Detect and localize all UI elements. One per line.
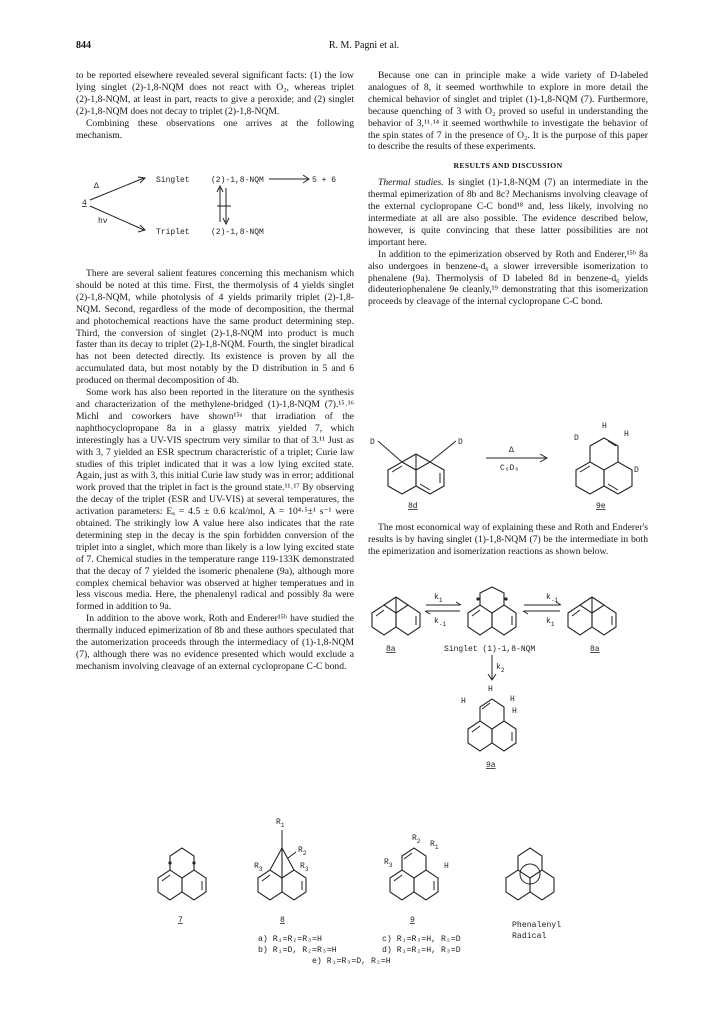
h-label: H: [488, 685, 493, 694]
compound-8d-label: 8d: [408, 502, 418, 511]
k2-label: $k_2$: [496, 663, 505, 674]
k1-label: $k_1$: [434, 593, 443, 604]
phenalenyl-radical-label: Phenalenyl Radical: [512, 921, 562, 941]
paragraph: In addition to the above work, Roth and Enderer¹⁵ᵇ have studied the thermally induced epimerization of 8b and these authors speculated that the automerization proceeds through the intermediacy of (1)-1,8-NQM (7), although there was no evidence presented which would exclude a mechanism involving cleavage of an external cyclopropane C-C bond.: [76, 613, 354, 672]
h-label: H: [512, 707, 517, 716]
substituent-legend-left: a) R₁=R₂=R₃=H b) R₁=D, R₂=R₃=H: [258, 935, 337, 955]
products-label: 5 + 6: [312, 176, 337, 185]
isomerization-scheme: [368, 422, 658, 524]
paragraph: Because one can in principle make a wide variety of D-labeled analogues of 8, it seemed worthwhile to explore in more detail the chemical behavior of singlet and triplet (1)-1,8-NQM (7). Furthermore, because quenching of 3 with O₂ proved so useful in understanding the behavior of 3,¹¹˒¹⁴ it seemed worthwhile to investigate the behavior of the spin states of 7 in the presence of O₂. It is the purpose of this paper to describe the results of these experiments.: [368, 70, 648, 153]
h-label: H: [461, 697, 466, 706]
compound-9e-structure: [574, 422, 639, 494]
paragraph: Combining these observations one arrives at the following mechanism.: [76, 117, 354, 141]
svg-text:R1: $R_1$: [276, 818, 285, 829]
singlet-nqm-label: Singlet (1)-1,8-NQM: [444, 645, 536, 654]
h-label: H: [602, 422, 607, 431]
page-number: 844: [76, 40, 91, 51]
svg-text:H: H: [444, 862, 449, 871]
singlet-nqm-structure: [468, 587, 516, 635]
solvent-label: C₆D₆: [500, 464, 520, 473]
mechanism-scheme: [76, 158, 356, 258]
svg-text:R3: $R_3$: [300, 862, 309, 873]
svg-text:R2: $R_2$: [298, 846, 307, 857]
paragraph: In addition to the epimerization observed by Roth and Enderer,¹⁵ᵇ 8a also undergoes in benzene-d₆ a slower irreversible isomerization to phenalene (9a). Thermolysis of D labeled 8d in benzene-d₆ yields dideuteriophenalene 9e cleanly,¹⁹ demonstrating that this isomerization proceeds by cleavage of the internal cyclopropane C-C bond.: [368, 248, 648, 308]
compound-9a-structure: [461, 685, 517, 751]
singlet-label: Singlet: [156, 176, 190, 185]
running-head: R. M. Pagni et al.: [328, 40, 400, 51]
triplet-label: Triplet: [156, 228, 190, 237]
svg-text:R3: $R_3$: [254, 862, 263, 873]
compound-9-label: 9: [410, 916, 415, 925]
right-column-top: [368, 70, 648, 308]
substituent-legend-right: c) R₁=R₃=H, R₂=D d) R₁=R₂=H, R₃=D: [382, 935, 461, 955]
paragraph: There are several salient features concerning this mechanism which should be noted at this time. First, the thermolysis of 4 yields singlet (2)-1,8-NQM, while photolysis of 4 yields primarily triplet (2)-1,8-NQM. Second, regardless of the mode of decomposition, the thermal and photochemical reactions have the same product determining step. Third, the conversion of singlet (2)-1,8-NQM into product is much faster than its decay to triplet (2)-1,8-NQM. Fourth, the singlet biradical has not been detected directly. Its existence is proven by all the accumulated data, but most notably by the D distribution in 5 and 6 produced on thermal decomposition of 4b.: [76, 268, 354, 387]
compound-8a-left-structure: [372, 597, 420, 635]
compound-8a-right-label: 8a: [590, 645, 600, 654]
compound-7-structure: [158, 848, 206, 900]
h-label: H: [624, 430, 629, 439]
svg-text:R1: $R_1$: [430, 840, 439, 851]
paragraph-lead: Thermal studies.: [378, 177, 444, 189]
compound-7-label: 7: [178, 916, 183, 925]
delta-label: Δ: [94, 182, 99, 191]
compound-8a-left-label: 8a: [386, 645, 396, 654]
d-label: D: [574, 434, 579, 443]
paragraph: to be reported elsewhere revealed several significant facts: (1) the low lying singlet (2)-1,8-NQM does not react with O₂, whereas triplet (2)-1,8-NQM, at least in part, reacts to give a peroxide; and (2) singlet (2)-1,8-NQM does not decay to triplet (2)-1,8-NQM.: [76, 70, 354, 117]
km1-label: $k_{-1}$: [546, 593, 559, 604]
d-label: D: [634, 466, 639, 475]
left-column-top: [76, 70, 354, 141]
page-header: [76, 40, 652, 54]
nqm-singlet-label: (2)-1,8-NQM: [211, 176, 264, 185]
substituent-legend-bottom: e) R₁=R₃=D, R₂=H: [312, 957, 391, 966]
k1-label: $k_1$: [546, 617, 555, 628]
equilibrium-scheme: [368, 585, 658, 785]
km1-label: $k_{-1}$: [434, 617, 447, 628]
compound-9e-label: 9e: [596, 502, 606, 511]
left-column-body: [76, 268, 354, 673]
right-column-mid: [368, 522, 648, 558]
d-label: D: [370, 438, 375, 447]
compound-8-structure: [254, 818, 309, 900]
delta-label: Δ: [509, 446, 514, 455]
d-label: D: [458, 438, 463, 447]
section-heading: RESULTS AND DISCUSSION: [453, 161, 563, 171]
paragraph: Some work has also been reported in the literature on the synthesis and characterization of the methylene-bridged (1)-1,8-NQM (7).¹⁵˒¹⁶ Michl and coworkers have shown¹⁵ᵃ that irradiation of the naphthocyclopropane 8a in a glassy matrix yielded 7, which interestingly has a UV-VIS spectrum very similar to that of 3.¹¹ Just as with 3, 7 yielded an ESR spectrum characteristic of a triplet; Curie law studies of this triplet indicated that it was a low lying excited state. Again, just as with 3, this initial Curie law study was in error; additional work proved that the triplet in fact is the ground state.¹¹˒¹⁷ By observing the decay of the triplet (ESR and UV-VIS) at several temperatures, the activation parameters: Eₐ = 4.5 ± 0.6 kcal/mol, A = 10⁴·⁵±¹ s⁻¹ were obtained. The strikingly low A value here also indicates that the rate determining step in the decay is the spin forbidden conversion of the triplet into a singlet, which more than likely is a low lying excited state of 7. Chemical studies in the temperature range 119-133K demonstrated that the decay of 7 yielded the isomeric phenalene (9a), although more complex chemical behavior was observed at higher temperatues and in less viscous media. Here, the phenalenyl radical and possibly 8a were formed in addition to 9a.: [76, 387, 354, 613]
compound-8-label: 8: [280, 916, 285, 925]
hv-label: hv: [98, 217, 108, 226]
compound-9a-label: 9a: [486, 761, 496, 770]
nqm-triplet-label: (2)-1,8-NQM: [211, 228, 264, 237]
compound-8d-structure: [370, 438, 463, 494]
compound-4-label: 4: [82, 199, 87, 208]
h-label: H: [510, 695, 515, 704]
svg-text:R3: $R_3$: [384, 858, 393, 869]
paragraph: The most economical way of explaining these and Roth and Enderer's results is by having singlet (1)-1,8-NQM (7) be the intermediate in both the epimerization and isomerization reactions as shown below.: [368, 522, 648, 557]
paragraph: Thermal studies. Is singlet (1)-1,8-NQM (7) an intermediate in the thermal epimerization of 8b and 8c? Mechanisms involving cleavage of the external cyclopropane C-C bond¹⁸ and, less likely, involving no intermediate at all are also possible. The evidence described below, however, is quite convincing that these latter possibilities are not important here.: [368, 177, 648, 248]
compound-8a-right-structure: [568, 597, 616, 635]
phenalenyl-structure: [506, 848, 554, 900]
structures-row: [150, 818, 590, 928]
compound-9-structure: [384, 834, 449, 900]
svg-text:R2: $R_2$: [412, 834, 421, 845]
